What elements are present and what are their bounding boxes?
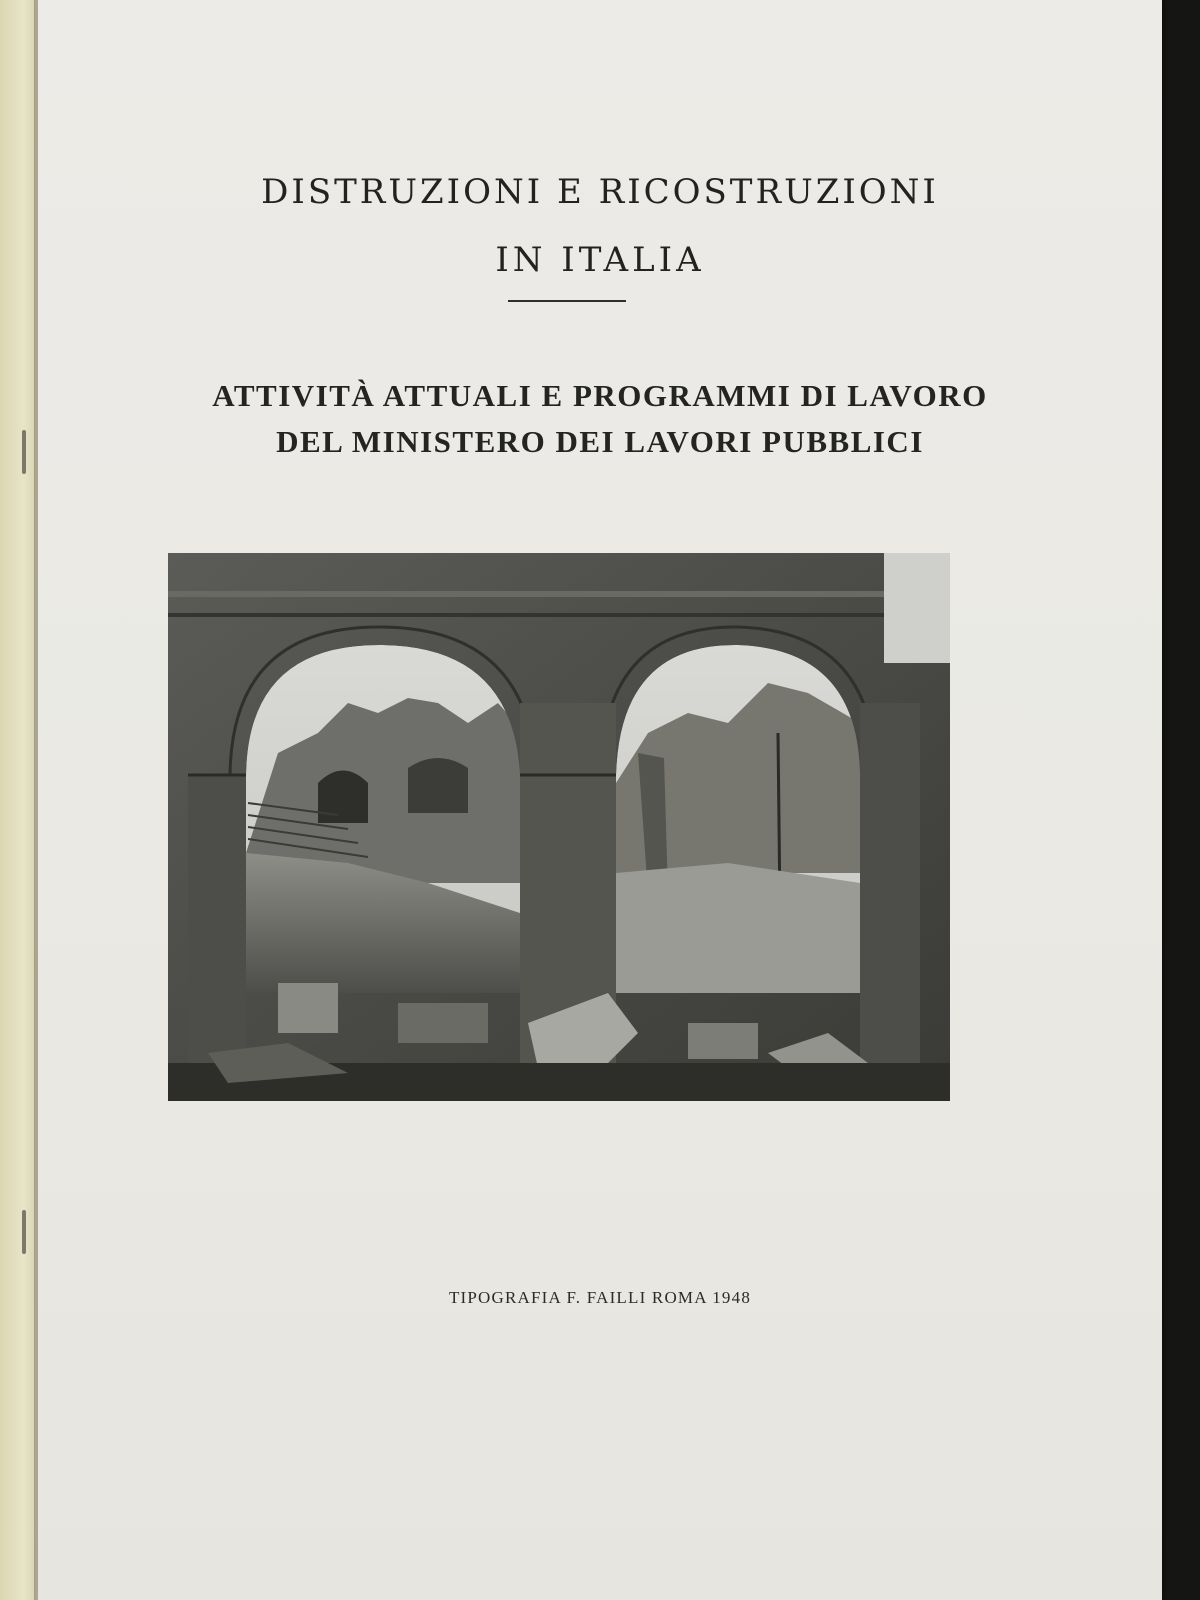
title-page (38, 0, 1162, 1600)
title-line-2: IN ITALIA (495, 240, 705, 280)
staple (22, 430, 26, 474)
subtitle-line-1: ATTIVITÀ ATTUALI E PROGRAMMI DI LAVORO (212, 378, 988, 413)
title-rule (508, 300, 626, 302)
staple (22, 1210, 26, 1254)
subtitle-line-2: DEL MINISTERO DEI LAVORI PUBBLICI (276, 424, 924, 459)
table-background (1162, 0, 1200, 1600)
ruins-photograph (168, 553, 950, 1101)
imprint-line: TIPOGRAFIA F. FAILLI ROMA 1948 (448, 1288, 752, 1307)
title-line-1: DISTRUZIONI E RICOSTRUZIONI (261, 172, 939, 212)
